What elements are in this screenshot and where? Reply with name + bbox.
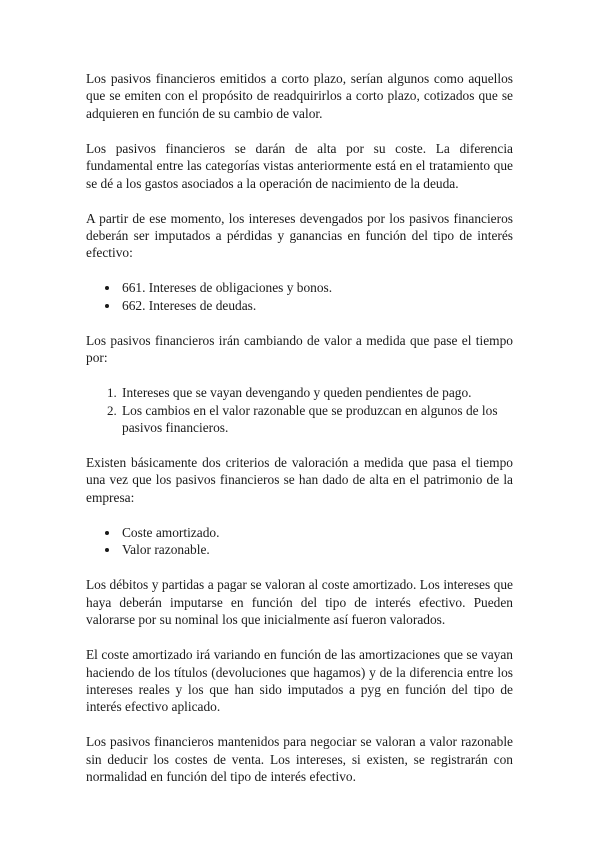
- paragraph-held-for-trading: Los pasivos financieros mantenidos para negociar se valoran a valor razonable sin deducir los costes de venta. Los intereses, si existen, se registrarán con normalidad en función del tipo de interés efectivo.: [86, 734, 513, 785]
- paragraph-accrued-interest: A partir de ese momento, los intereses devengados por los pasivos financieros deberán ser imputados a pérdidas y ganancias en función del tipo de interés efectivo:: [86, 210, 513, 261]
- list-item: • 661. Intereses de obligaciones y bonos.: [120, 279, 513, 296]
- list-item: • Coste amortizado.: [120, 524, 513, 541]
- list-item: 1. Intereses que se vayan devengando y queden pendientes de pago.: [120, 384, 513, 401]
- list-item: • Valor razonable.: [120, 541, 513, 558]
- paragraph-valuation-criteria: Existen básicamente dos criterios de valoración a medida que pasa el tiempo una vez que los pasivos financieros se han dado de alta en el patrimonio de la empresa:: [86, 455, 513, 505]
- value-change-causes-list: [86, 384, 513, 436]
- list-item: • 662. Intereses de deudas.: [120, 297, 513, 314]
- valuation-criteria-list: [86, 524, 513, 559]
- document-page: [86, 70, 513, 803]
- interest-accounts-list: [86, 279, 513, 314]
- paragraph-initial-recognition: Los pasivos financieros se darán de alta por su coste. La diferencia fundamental entre las categorías vistas anteriormente está en el tratamiento que se dé a los gastos asociados a la operación de nacimiento de la deuda.: [86, 140, 513, 191]
- list-item: 2. Los cambios en el valor razonable que se produzcan en algunos de los pasivos financieros.: [120, 402, 513, 437]
- paragraph-debts-payables: Los débitos y partidas a pagar se valoran al coste amortizado. Los intereses que haya deberán imputarse en función del tipo de interés efectivo. Pueden valorarse por su nominal los que inicialmente así fueron valorados.: [86, 577, 513, 628]
- paragraph-short-term-liabilities: Los pasivos financieros emitidos a corto plazo, serían algunos como aquellos que se emiten con el propósito de readquirirlos a corto plazo, cotizados que se adquieren en función de su cambio de valor.: [86, 71, 513, 121]
- paragraph-value-changes: Los pasivos financieros irán cambiando de valor a medida que pase el tiempo por:: [86, 332, 513, 366]
- paragraph-amortized-cost: El coste amortizado irá variando en función de las amortizaciones que se vayan haciendo de los títulos (devoluciones que hagamos) y de la diferencia entre los intereses reales y los que han sido imputados a pyg en función del tipo de interés efectivo aplicado.: [86, 647, 513, 715]
